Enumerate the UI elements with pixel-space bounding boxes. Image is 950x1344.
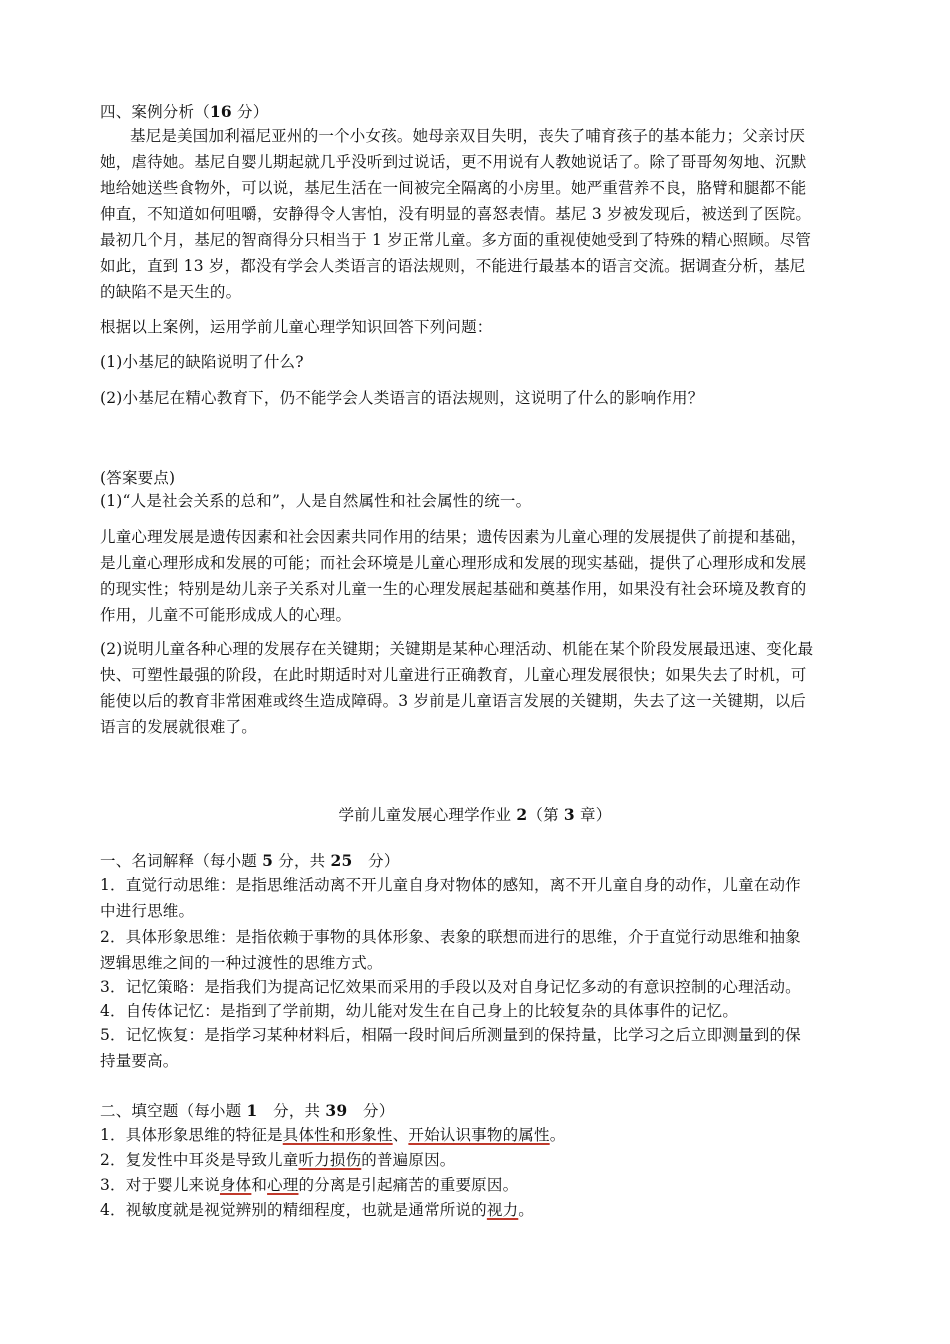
fill-blank-3: 3．对于婴儿来说身体和心理的分离是引起痛苦的重要原因。 <box>100 1176 519 1194</box>
answer-2-paragraph-line: 快、可塑性最强的阶段，在此时期适时对儿童进行正确教育，儿童心理发展很快；如果失去了时机，可 <box>100 666 807 684</box>
answer-underline: 心理 <box>267 1176 299 1194</box>
case-paragraph-line: 地给她送些食物外，可以说，基尼生活在一间被完全隔离的小房里。她严重营养不良，胳臂和腿都不能 <box>100 179 807 197</box>
definition-line: 4．自传体记忆：是指到了学前期，幼儿能对发生在自己身上的比较复杂的具体事件的记忆。 <box>100 1002 739 1020</box>
case-paragraph-line: 伸直，不知道如何咀嚼，安静得令人害怕，没有明显的喜怒表情。基尼 3 岁被发现后，被送到了医院。 <box>100 205 812 223</box>
answer-1-paragraph-line: 儿童心理发展是遗传因素和社会因素共同作用的结果；遗传因素为儿童心理的发展提供了前提和基础， <box>100 528 807 546</box>
question-1: (1)小基尼的缺陷说明了什么? <box>100 353 304 371</box>
definition-line: 持量要高。 <box>100 1052 179 1070</box>
answer-underline: 身体 <box>219 1176 252 1194</box>
answer-title: (答案要点) <box>100 469 176 487</box>
fill-blank-4: 4．视敏度就是视觉辨别的精细程度，也就是通常所说的视力。 <box>100 1201 534 1219</box>
fill-blank-2: 2．复发性中耳炎是导致儿童听力损伤的普遍原因。 <box>100 1151 456 1169</box>
case-paragraph-line: 如此，直到 13 岁，都没有学会人类语言的语法规则，不能进行最基本的语言交流。据调查分析，基尼 <box>100 257 806 275</box>
case-paragraph-line: 基尼是美国加利福尼亚州的一个小女孩。她母亲双目失明，丧失了哺育孩子的基本能力；父亲讨厌 <box>130 127 806 145</box>
section4-title: 四、案例分析（16 分） <box>100 102 269 121</box>
fill-blank-1: 1．具体形象思维的特征是具体性和形象性、开始认识事物的属性。 <box>100 1126 566 1144</box>
answer-underline: 视力 <box>486 1201 519 1219</box>
answer-1-paragraph-line: 作用，儿童不可能形成成人的心理。 <box>100 606 352 624</box>
definition-line: 3．记忆策略：是指我们为提高记忆效果而采用的手段以及对自身记忆多动的有意识控制的心理活动。 <box>100 978 801 996</box>
question-prompt: 根据以上案例，运用学前儿童心理学知识回答下列问题： <box>100 318 493 336</box>
answer-1-paragraph-line: 的现实性；特别是幼儿亲子关系对儿童一生的心理发展起基础和奠基作用，如果没有社会环境及教育的 <box>100 580 807 598</box>
section2-title: 二、填空题（每小题 1 分，共 39 分） <box>100 1101 395 1120</box>
definition-line: 5．记忆恢复：是指学习某种材料后，相隔一段时间后所测量到的保持量，比学习之后立即测量到的保 <box>100 1026 801 1044</box>
case-paragraph-line: 的缺陷不是天生的。 <box>100 283 242 301</box>
case-paragraph-line: 最初几个月，基尼的智商得分只相当于 1 岁正常儿童。多方面的重视使她受到了特殊的精心照顾。尽管 <box>100 231 812 249</box>
answer-underline: 具体性和形象性 <box>282 1126 393 1144</box>
definition-line: 中进行思维。 <box>100 902 195 920</box>
question-2: (2)小基尼在精心教育下，仍不能学会人类语言的语法规则，这说明了什么的影响作用？ <box>100 389 704 407</box>
answer-2-paragraph-line: 语言的发展就很难了。 <box>100 718 258 736</box>
definition-line: 逻辑思维之间的一种过渡性的思维方式。 <box>100 954 383 972</box>
definition-line: 1．直觉行动思维：是指思维活动离不开儿童自身对物体的感知，离不开儿童自身的动作，儿童在动作 <box>100 876 801 894</box>
answer-underline: 开始认识事物的属性 <box>408 1126 550 1144</box>
case-paragraph-line: 她，虐待她。基尼自婴儿期起就几乎没听到过说话，更不用说有人教她说话了。除了哥哥匆匆地、沉默 <box>100 153 807 171</box>
answer-1-paragraph-line: 是儿童心理形成和发展的可能；而社会环境是儿童心理形成和发展的现实基础，提供了心理形成和发展 <box>100 554 807 572</box>
section1-title: 一、名词解释（每小题 5 分，共 25 分） <box>100 851 400 870</box>
homework-title: 学前儿童发展心理学作业 2（第 3 章） <box>338 805 612 824</box>
answer-1: (1)“人是社会关系的总和”，人是自然属性和社会属性的统一。 <box>100 492 532 510</box>
answer-underline: 听力损伤 <box>298 1151 362 1169</box>
answer-2-paragraph-line: (2)说明儿童各种心理的发展存在关键期；关键期是某种心理活动、机能在某个阶段发展最迅速、变化最 <box>100 640 814 658</box>
definition-line: 2．具体形象思维：是指依赖于事物的具体形象、表象的联想而进行的思维，介于直觉行动思维和抽象 <box>100 928 801 946</box>
answer-2-paragraph-line: 能使以后的教育非常困难或终生造成障碍。3 岁前是儿童语言发展的关键期，失去了这一关键期，以后 <box>100 692 806 710</box>
